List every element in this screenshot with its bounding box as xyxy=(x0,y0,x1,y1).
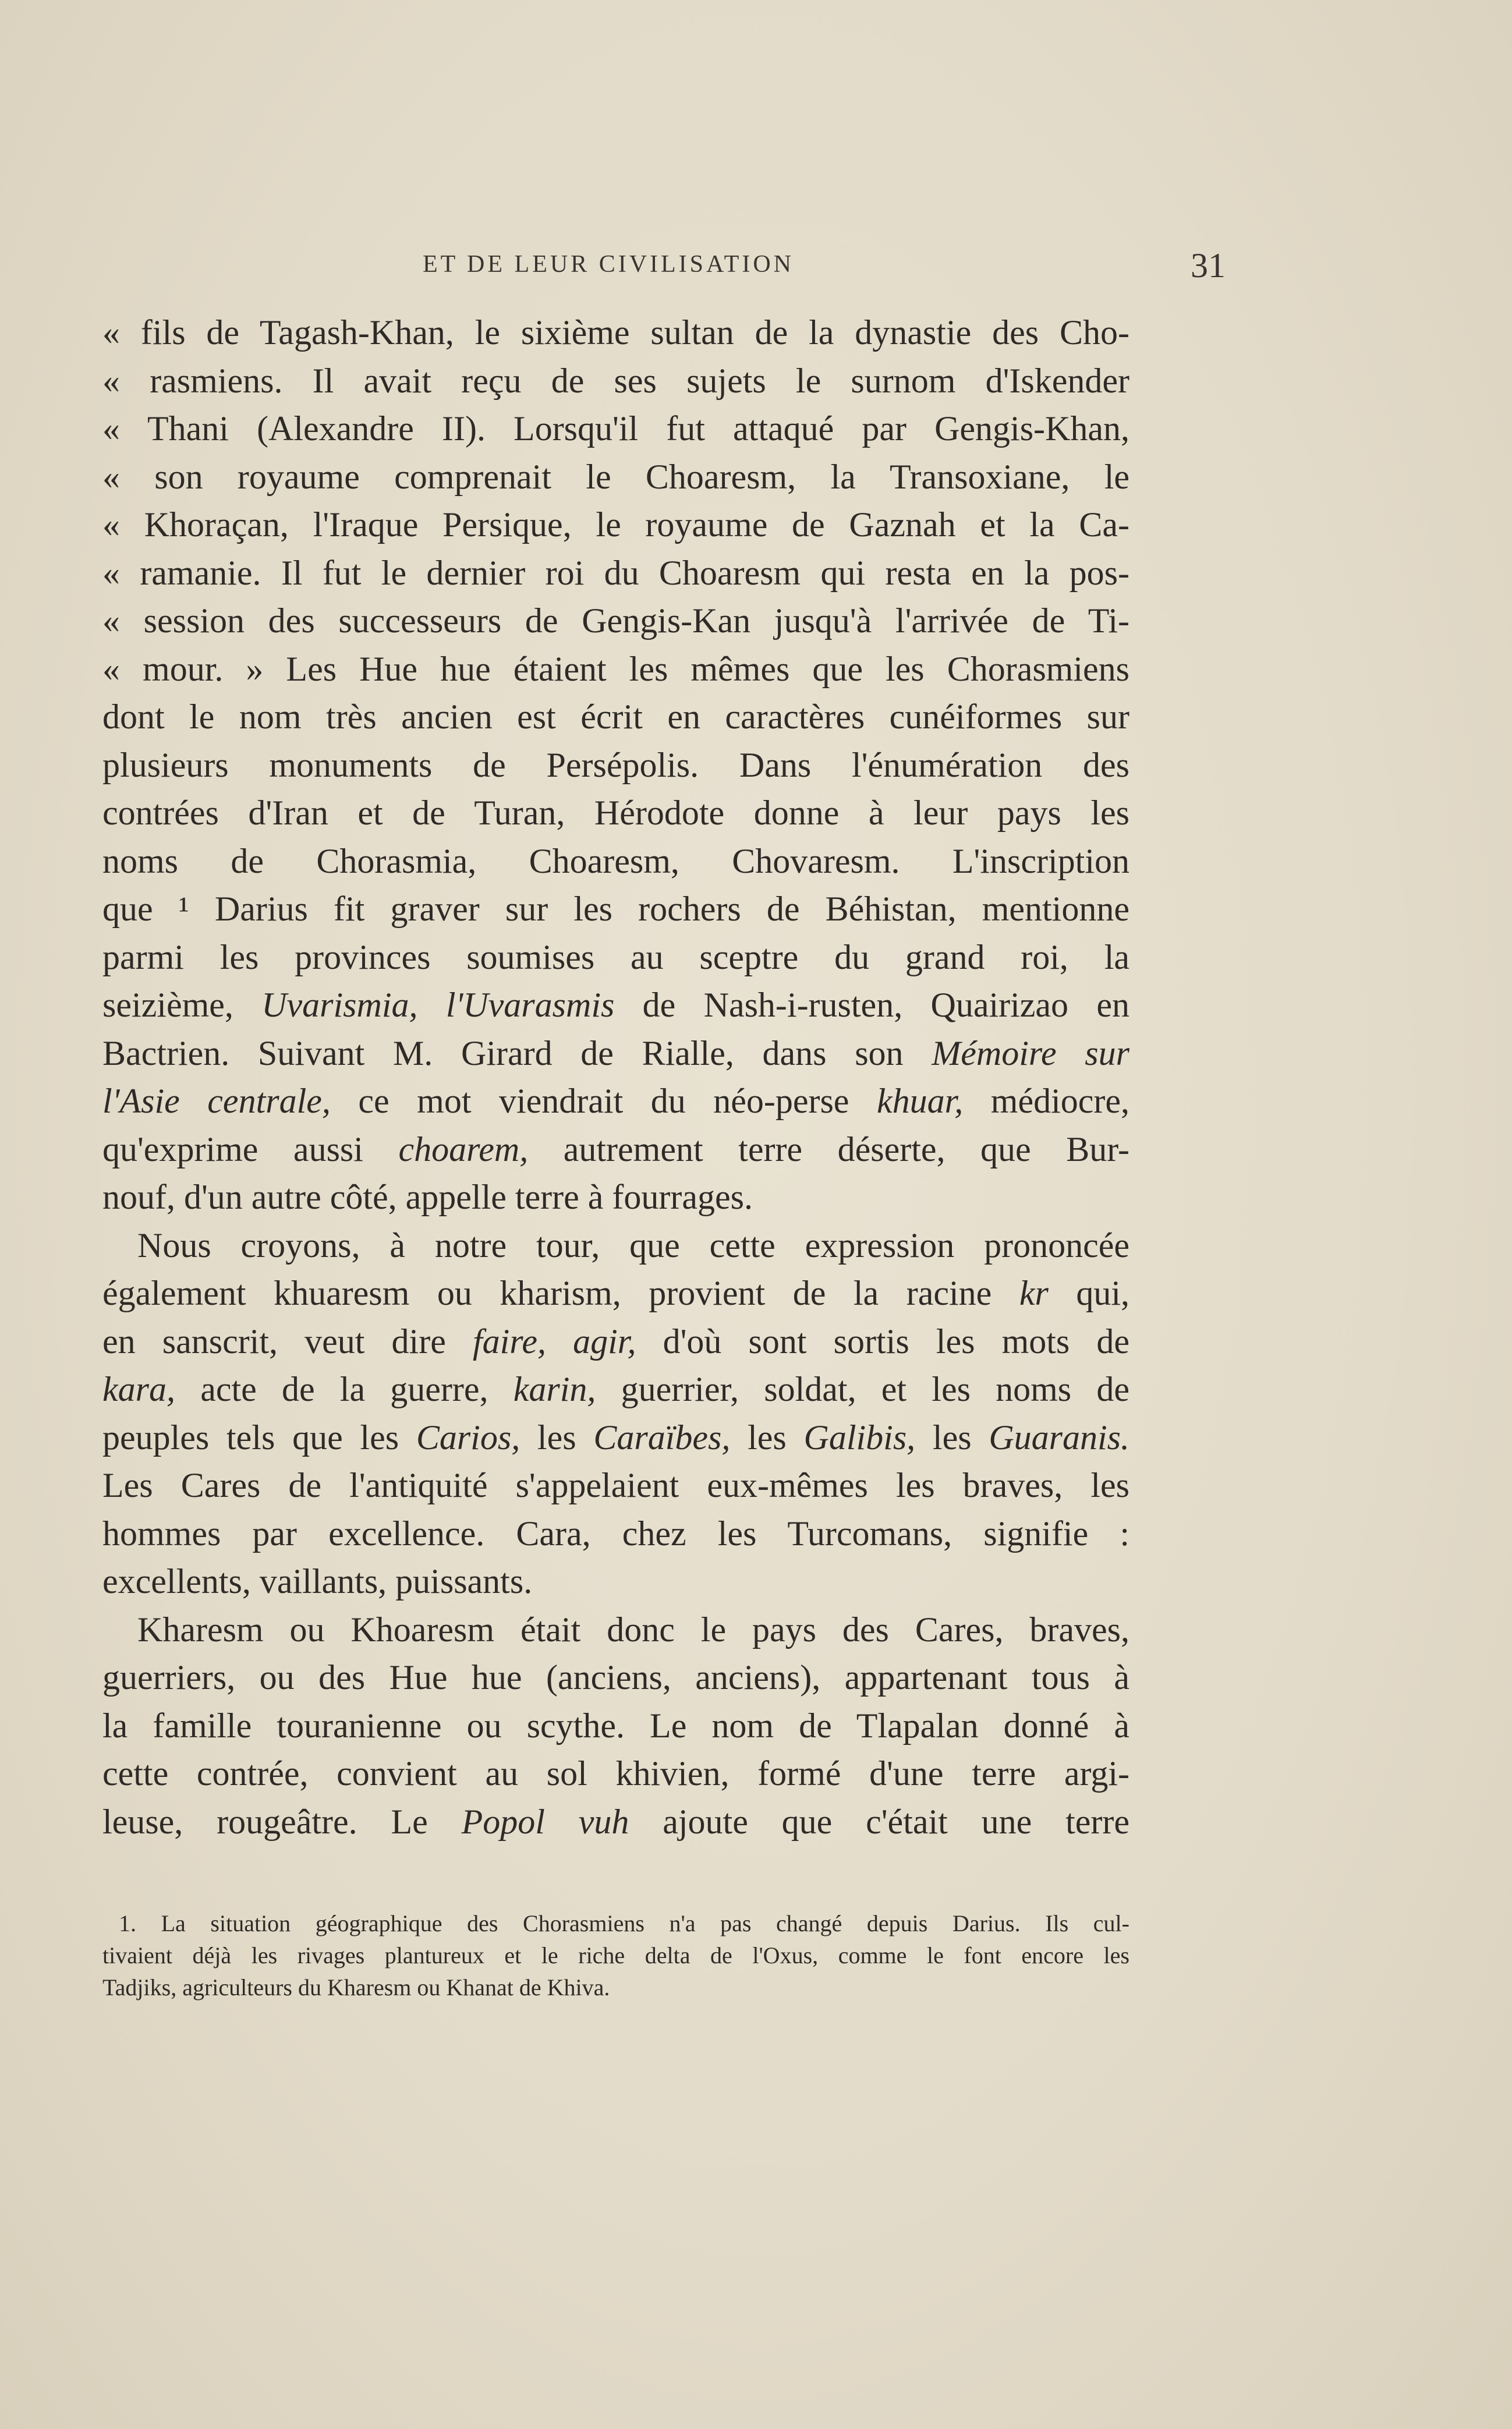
text-line: contrées d'Iran et de Turan, Hérodote donne à leur pays les xyxy=(102,794,1129,832)
text-line: Kharesm ou Khoaresm était donc le pays des Cares, braves, xyxy=(137,1610,1129,1649)
text-line: excellents, vaillants, puissants. xyxy=(102,1562,533,1601)
text-line: guerriers, ou des Hue hue (anciens, anciens), appartenant tous à xyxy=(102,1658,1129,1697)
text-line: « mour. » Les Hue hue étaient les mêmes que les Chorasmiens xyxy=(102,649,1129,688)
text-line: « session des successeurs de Gengis-Kan jusqu'à l'arrivée de Ti- xyxy=(102,601,1129,640)
text-line: également khuaresm ou kharism, provient de la racine kr qui, xyxy=(102,1274,1130,1312)
page-number: 31 xyxy=(1191,246,1226,285)
text-line: seizième, Uvarismia, l'Uvarasmis de Nash-i-rusten, Quairizao en xyxy=(102,986,1129,1024)
text-line: Les Cares de l'antiquité s'appelaient eux-mêmes les braves, les xyxy=(102,1466,1129,1504)
footnote-line: tivaient déjà les rivages plantureux et le riche delta de l'Oxus, comme le font encore les xyxy=(102,1942,1129,1968)
page-header xyxy=(104,246,1226,291)
text-line: « Khoraçan, l'Iraque Persique, le royaume de Gaznah et la Ca- xyxy=(102,505,1129,544)
text-line: l'Asie centrale, ce mot viendrait du néo-perse khuar, médiocre, xyxy=(102,1082,1129,1120)
body-text xyxy=(102,309,1129,1846)
text-line: kara, acte de la guerre, karin, guerrier, soldat, et les noms de xyxy=(102,1370,1129,1408)
text-line: dont le nom très ancien est écrit en caractères cunéiformes sur xyxy=(102,697,1129,736)
text-line: qu'exprime aussi choarem, autrement terre déserte, que Bur- xyxy=(102,1129,1129,1169)
text-line: « Thani (Alexandre II). Lorsqu'il fut attaqué par Gengis-Khan, xyxy=(102,409,1129,448)
footnotes xyxy=(102,1907,1129,2003)
text-line: que ¹ Darius fit graver sur les rochers de Béhistan, mentionne xyxy=(102,890,1129,928)
text-line: leuse, rougeâtre. Le Popol vuh ajoute que c'était une terre xyxy=(102,1802,1130,1841)
text-line: peuples tels que les Carios, les Caraïbes, les Galibis, les Guaranis. xyxy=(102,1418,1130,1457)
text-line: Nous croyons, à notre tour, que cette expression prononcée xyxy=(137,1226,1129,1265)
text-line: cette contrée, convient au sol khivien, formé d'une terre argi- xyxy=(102,1754,1129,1793)
text-line: « fils de Tagash-Khan, le sixième sultan de la dynastie des Cho- xyxy=(102,313,1129,352)
running-head: ET DE LEUR CIVILISATION xyxy=(423,251,794,278)
text-line: nouf, d'un autre côté, appelle terre à fourrages. xyxy=(102,1178,753,1216)
text-line: « rasmiens. Il avait reçu de ses sujets le surnom d'Iskender xyxy=(102,361,1129,400)
text-line: en sanscrit, veut dire faire, agir, d'où sont sortis les mots de xyxy=(102,1322,1129,1361)
text-line: hommes par excellence. Cara, chez les Turcomans, signifie : xyxy=(102,1514,1129,1553)
text-line: parmi les provinces soumises au sceptre du grand roi, la xyxy=(102,937,1129,976)
text-line: noms de Chorasmia, Choaresm, Chovaresm. L'inscription xyxy=(102,841,1129,880)
text-line: Bactrien. Suivant M. Girard de Rialle, dans son Mémoire sur xyxy=(102,1033,1129,1072)
text-line: « ramanie. Il fut le dernier roi du Choaresm qui resta en la pos- xyxy=(102,553,1129,592)
text-line: plusieurs monuments de Persépolis. Dans l'énumération des xyxy=(102,745,1129,784)
text-line: « son royaume comprenait le Choaresm, la Transoxiane, le xyxy=(102,457,1129,496)
footnote-line: 1. La situation géographique des Chorasmiens n'a pas changé depuis Darius. Ils cul- xyxy=(119,1910,1129,1936)
footnote-line: Tadjiks, agriculteurs du Kharesm ou Khanat de Khiva. xyxy=(102,1974,610,2000)
text-line: la famille touranienne ou scythe. Le nom de Tlapalan donné à xyxy=(102,1706,1129,1745)
